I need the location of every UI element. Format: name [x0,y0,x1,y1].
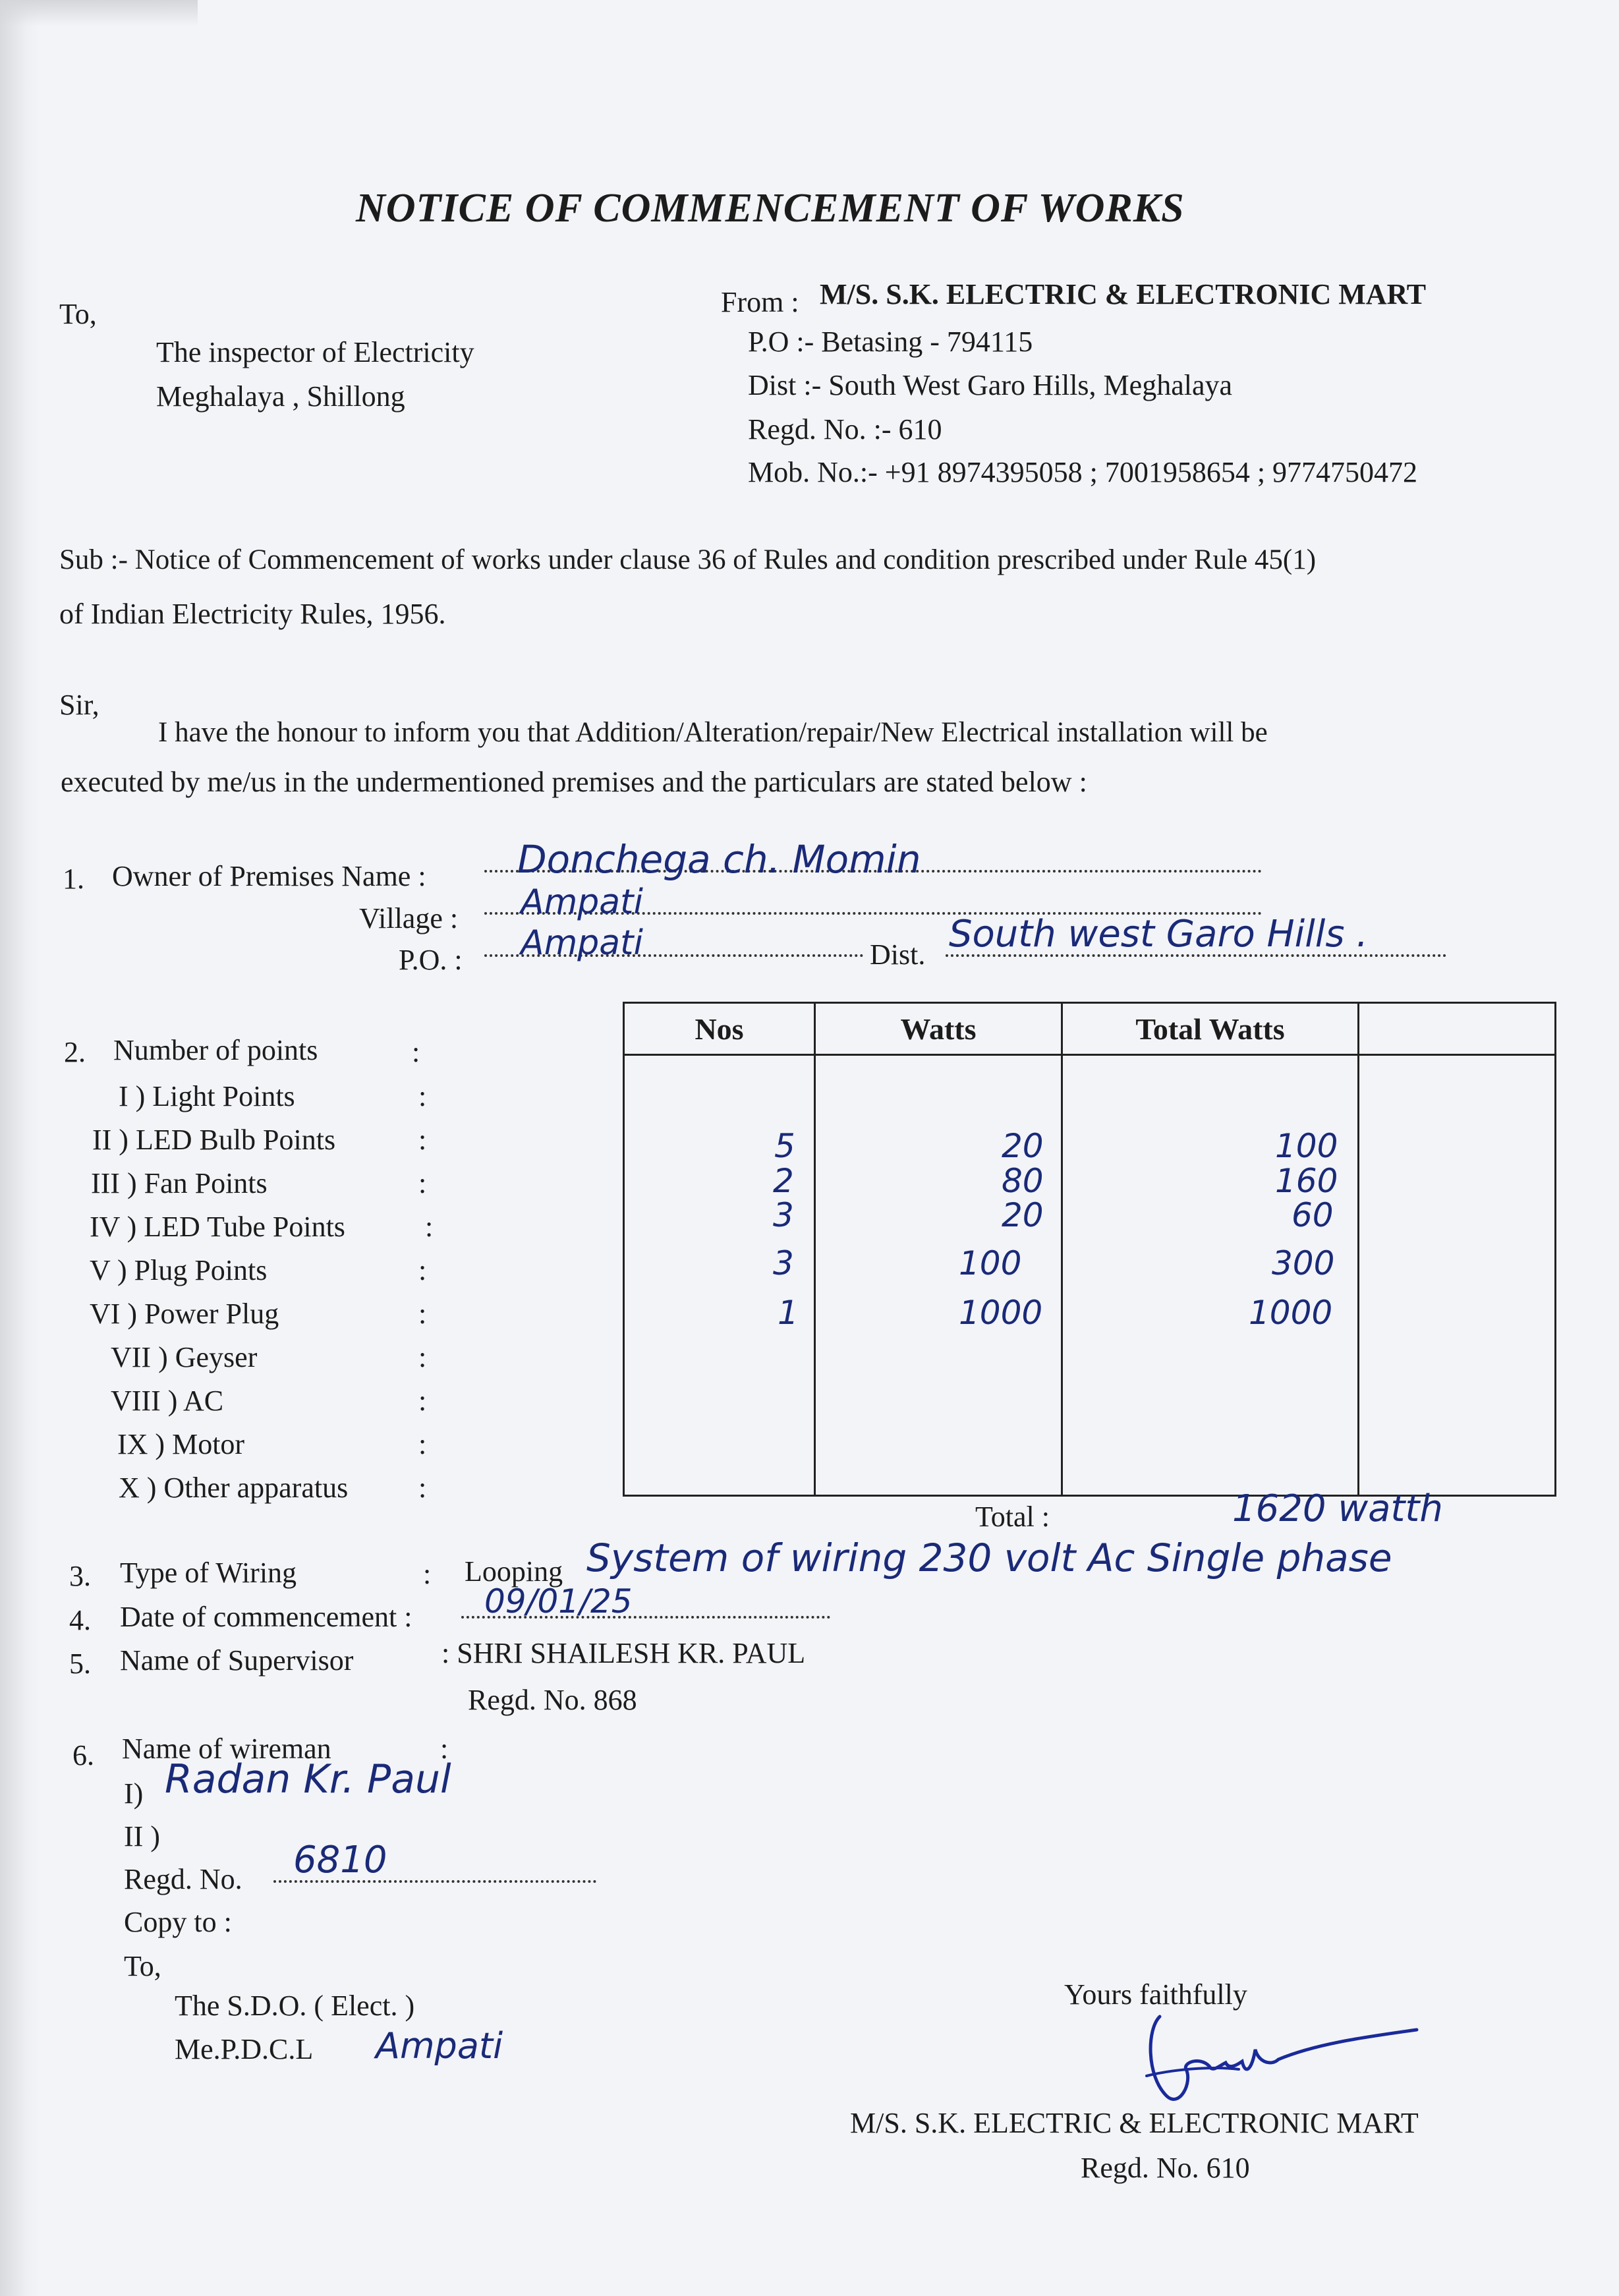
date-label: Date of commencement : [120,1601,412,1633]
supervisor-name: : SHRI SHAILESH KR. PAUL [441,1637,806,1669]
owner-number: 1. [63,863,84,895]
total-value: 1620 watth [1232,1487,1443,1530]
owner-name-value: Donchega ch. Momin [517,837,921,882]
po-label: P.O. : [399,944,463,976]
from-mobile: Mob. No.:- +91 8974395058 ; 7001958654 ; 9774750472 [748,456,1418,488]
owner-label: Owner of Premises Name : [112,860,426,892]
point-item: X ) Other apparatus : [119,1472,427,1504]
page-corner-shadow [0,0,198,26]
wiring-value: System of wiring 230 volt Ac Single phase [586,1535,1392,1580]
closing-regd: Regd. No. 610 [1081,2152,1250,2184]
row-total: 1000 [1249,1294,1333,1332]
from-regd: Regd. No. :- 610 [748,413,942,445]
row-watts: 1000 [959,1294,1043,1332]
point-item: IX ) Motor : [117,1428,427,1460]
recipient-line-2: Meghalaya , Shillong [156,380,405,413]
wiring-printed: Looping [465,1555,563,1588]
wiring-label: Type of Wiring [120,1557,297,1589]
row-total: 160 [1275,1162,1338,1200]
body-line-1: I have the honour to inform you that Addition/Alteration/repair/New Electrical installation will be [158,717,1268,748]
yours-faithfully: Yours faithfully [1064,1978,1247,2011]
document-title: NOTICE OF COMMENCEMENT OF WORKS [356,186,1185,231]
wireman-colon: : [440,1733,449,1765]
wireman-item-1-value: Radan Kr. Paul [165,1756,451,1802]
subject-line-2: of Indian Electricity Rules, 1956. [59,598,446,630]
supervisor-regd: Regd. No. 868 [468,1684,637,1716]
row-nos: 3 [773,1196,794,1234]
from-firm-name: M/S. S.K. ELECTRIC & ELECTRONIC MART [820,278,1427,310]
point-item: III ) Fan Points : [91,1167,427,1199]
village-label: Village : [359,902,459,934]
point-item: II ) LED Bulb Points : [92,1124,427,1156]
row-total: 100 [1275,1127,1338,1165]
table-header-watts: Watts [815,1003,1062,1055]
salutation: Sir, [59,689,99,721]
copy-to-to: To, [124,1950,161,1982]
wireman-regd-label: Regd. No. [124,1863,242,1895]
point-item: IV ) LED Tube Points : [90,1211,434,1243]
wiring-colon: : [423,1558,432,1590]
points-heading: Number of points [113,1034,318,1066]
wireman-number: 6. [72,1739,94,1771]
copy-to-handwritten: Ampati [376,2025,503,2067]
from-po: P.O :- Betasing - 794115 [748,326,1033,358]
body-line-2: executed by me/us in the undermentioned premises and the particulars are stated below : [61,766,1087,798]
recipient-line-1: The inspector of Electricity [156,336,474,368]
dist-label: Dist. [870,938,926,971]
row-nos: 3 [773,1244,794,1282]
copy-to-line-1: The S.D.O. ( Elect. ) [175,1990,415,2022]
from-label: From : [721,286,799,318]
points-number: 2. [64,1036,86,1068]
point-item: V ) Plug Points : [90,1254,427,1286]
table-header-blank [1359,1003,1556,1055]
date-value: 09/01/25 [484,1582,633,1621]
points-table [623,1002,1556,1497]
row-watts: 100 [959,1244,1022,1282]
village-value: Ampati [521,882,643,922]
copy-to-label: Copy to : [124,1906,232,1938]
row-total: 60 [1292,1196,1334,1234]
row-nos: 1 [778,1294,799,1332]
table-body-cell [1359,1055,1556,1496]
point-item: VIII ) AC : [111,1385,427,1417]
table-header-total-watts: Total Watts [1062,1003,1359,1055]
point-item: VI ) Power Plug : [90,1298,427,1330]
closing-firm-name: M/S. S.K. ELECTRIC & ELECTRONIC MART [850,2107,1419,2139]
copy-to-line-2: Me.P.D.C.L [175,2033,314,2065]
po-value: Ampati [521,923,643,963]
point-item: I ) Light Points : [119,1080,427,1112]
to-label: To, [59,298,97,330]
wireman-item-1-label: I) [124,1777,144,1810]
wireman-regd-value: 6810 [293,1839,387,1881]
wiring-number: 3. [69,1560,91,1592]
row-nos: 5 [774,1127,795,1165]
wireman-label: Name of wireman [122,1733,331,1765]
row-watts: 80 [1002,1162,1044,1200]
wireman-item-2-label: II ) [124,1820,160,1852]
page-edge-shadow [0,0,40,2296]
row-watts: 20 [1002,1196,1044,1234]
row-total: 300 [1272,1244,1335,1282]
points-heading-colon: : [412,1036,420,1068]
dist-value: South west Garo Hills . [949,913,1369,956]
table-body-cell [815,1055,1062,1496]
point-item: VII ) Geyser : [111,1341,427,1373]
total-label: Total : [975,1501,1050,1533]
supervisor-number: 5. [69,1648,91,1680]
row-watts: 20 [1002,1127,1044,1165]
supervisor-label: Name of Supervisor [120,1644,354,1677]
table-header-nos: Nos [624,1003,815,1055]
date-number: 4. [69,1604,91,1636]
subject-line-1: Sub :- Notice of Commencement of works under clause 36 of Rules and condition prescribed under Rule 45(1) [59,544,1317,575]
row-nos: 2 [773,1162,794,1200]
from-dist: Dist :- South West Garo Hills, Meghalaya [748,369,1233,401]
